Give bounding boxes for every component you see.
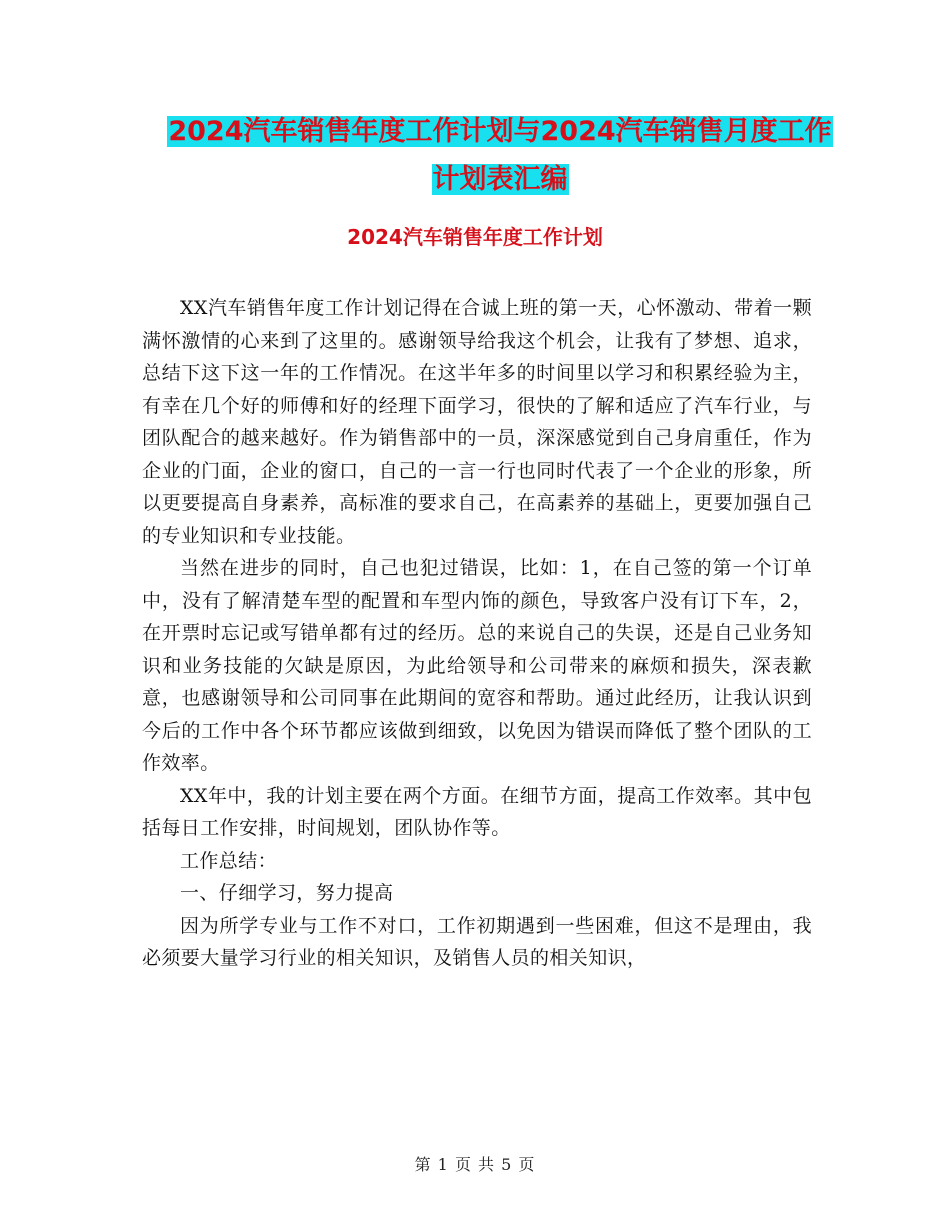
document-title-line-1: 2024汽车销售年度工作计划与2024汽车销售月度工作 — [168, 116, 832, 147]
paragraph: 工作总结： — [180, 849, 278, 872]
paragraph: XX年中，我的计划主要在两个方面。在细节方面，提高工作效率。其中包括每日工作安排，时间规划，团队协作等。 — [142, 784, 812, 839]
document-body — [142, 292, 812, 975]
paragraph: XX汽车销售年度工作计划记得在合诚上班的第一天，心怀激动、带着一颗满怀激情的心来到了这里的。感谢领导给我这个机会，让我有了梦想、追求，总结下这下这一年的工作情况。在这半年多的时间里以学习和积累经验为主，有幸在几个好的师傅和好的经理下面学习，很快的了解和适应了汽车行业，与团队配合的越来越好。作为销售部中的一员，深深感觉到自己身肩重任，作为企业的门面，企业的窗口，自己的一言一行也同时代表了一个企业的形象，所以更要提高自身素养，高标准的要求自己，在高素养的基础上，更要加强自己的专业知识和专业技能。 — [142, 297, 812, 547]
paragraph: 当然在进步的同时，自己也犯过错误，比如：1，在自己签的第一个订单中，没有了解清楚车型的配置和车型内饰的颜色，导致客户没有订下车，2，在开票时忘记或写错单都有过的经历。总的来说自己的失误，还是自己业务知识和业务技能的欠缺是原因，为此给领导和公司带来的麻烦和损失，深表歉意，也感谢领导和公司同事在此期间的宽容和帮助。通过此经历，让我认识到今后的工作中各个环节都应该做到细致，以免因为错误而降低了整个团队的工作效率。 — [142, 557, 812, 774]
document-title-line-2: 计划表汇编 — [432, 164, 568, 195]
section-heading: 2024汽车销售年度工作计划 — [347, 225, 603, 249]
page-number-footer: 第 1 页 共 5 页 — [414, 1155, 536, 1174]
document-title — [140, 108, 860, 204]
paragraph: 因为所学专业与工作不对口，工作初期遇到一些困难，但这不是理由，我必须要大量学习行业的相关知识，及销售人员的相关知识， — [142, 914, 812, 969]
paragraph: 一、仔细学习，努力提高 — [180, 882, 394, 904]
